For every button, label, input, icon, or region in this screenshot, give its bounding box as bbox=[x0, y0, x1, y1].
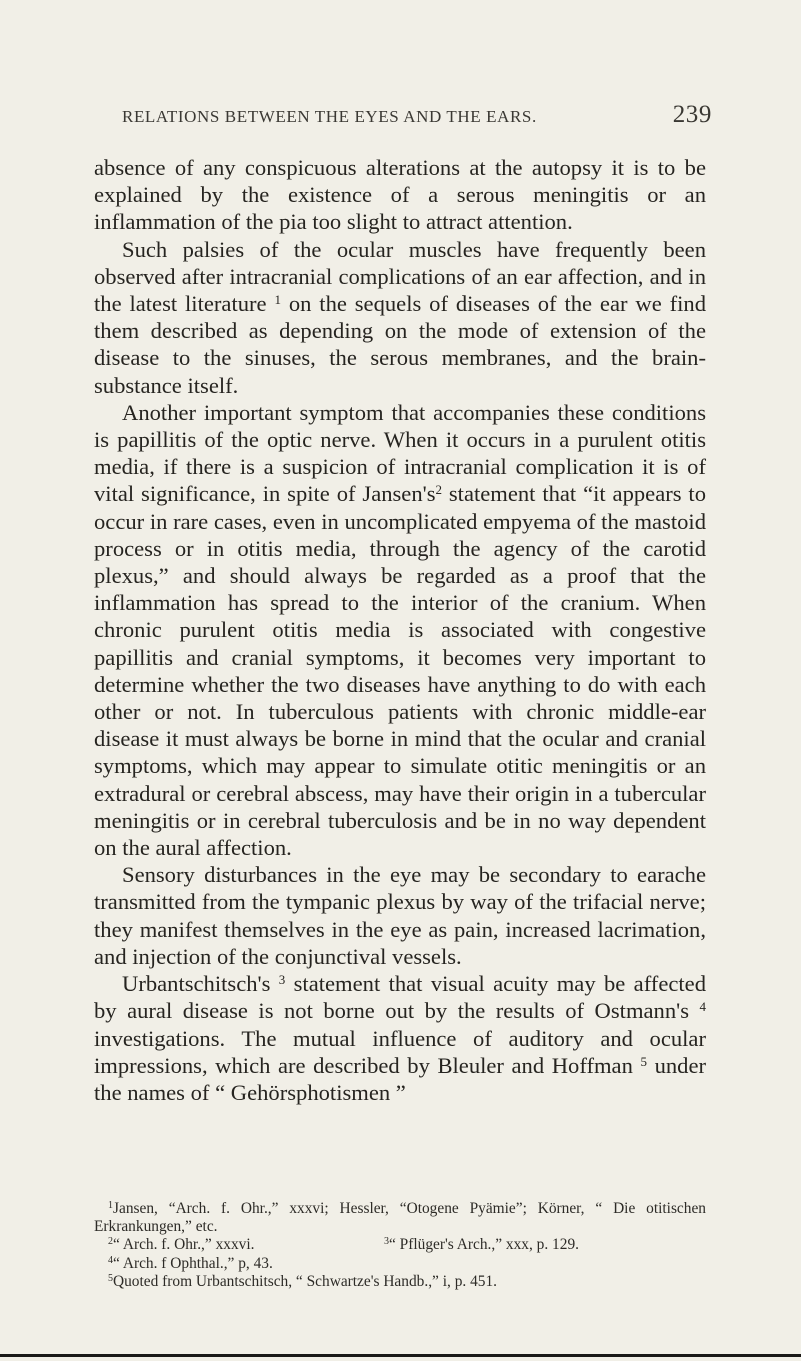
footnote-1-text: Jansen, “Arch. f. Ohr.,” xxxvi; Hessler, “Otogene Pyämie”; Körner, “ Die otitischen Erkrankungen,” etc. bbox=[94, 1200, 706, 1236]
page-bottom-edge bbox=[0, 1354, 801, 1357]
footnote-ref-4[interactable]: 4 bbox=[699, 999, 706, 1015]
footnote-3-mark: 3 bbox=[384, 1236, 389, 1248]
paragraph-1 bbox=[94, 154, 706, 236]
footnote-3 bbox=[384, 1236, 579, 1254]
paragraph-5-text-d: under the names of “ Gehörsphotismen ” bbox=[94, 1052, 707, 1105]
paragraph-1-text: absence of any conspicuous alterations at the autopsy it is to be explained by the existence of a serous meningitis or an inflammation of the pia too slight to attract attention. bbox=[94, 155, 706, 235]
paragraph-2-text-b: on the sequels of diseases of the ear we find them described as depending on the mode of extension of the disease to the sinuses, the serous membranes, and the brain-substance itself. bbox=[94, 291, 706, 398]
footnote-ref-2[interactable]: 2 bbox=[435, 482, 442, 498]
footnote-5-text: Quoted from Urbantschitsch, “ Schwartze's Handb.,” i, p. 451. bbox=[113, 1272, 498, 1290]
footnote-4-text: “ Arch. f Ophthal.,” p, 43. bbox=[113, 1254, 273, 1272]
footnote-row-2-3 bbox=[94, 1236, 706, 1254]
paragraph-2 bbox=[94, 236, 706, 399]
paragraph-2-text-a: Such palsies of the ocular muscles have frequently been observed after intracranial complications of an ear affection, and in the latest literature bbox=[94, 236, 706, 317]
paragraph-5-text-b: statement that visual acuity may be affected by aural disease is not borne out by the results of Ostmann's bbox=[94, 971, 706, 1024]
paragraph-4 bbox=[94, 861, 706, 970]
paragraph-3 bbox=[94, 399, 706, 861]
paragraph-5 bbox=[94, 970, 706, 1106]
footnote-4 bbox=[94, 1255, 706, 1273]
main-text bbox=[94, 154, 706, 1106]
paragraph-4-text: Sensory disturbances in the eye may be secondary to earache transmitted from the tympanic plexus by way of the trifacial nerve; they manifest themselves in the eye as pain, increased lacrimation, and injection of the conjunctival vessels. bbox=[94, 862, 706, 969]
footnote-ref-5[interactable]: 5 bbox=[640, 1053, 647, 1069]
footnote-1-mark: 1 bbox=[108, 1200, 113, 1211]
paragraph-5-text-a: Urbantschitsch's bbox=[122, 971, 271, 997]
footnote-2 bbox=[108, 1236, 384, 1254]
footnotes bbox=[94, 1200, 706, 1291]
footnote-1 bbox=[94, 1200, 706, 1236]
footnote-ref-1[interactable]: 1 bbox=[274, 292, 281, 308]
footnote-ref-3[interactable]: 3 bbox=[278, 972, 286, 988]
page-number: 239 bbox=[672, 101, 712, 128]
paragraph-3-text-a: Another important symptom that accompanies these conditions is papillitis of the optic nerve. When it occurs in a purulent otitis media, if there is a suspicion of intracranial complication it is of vital significance, in spite of Jansen's bbox=[94, 399, 706, 507]
footnote-2-mark: 2 bbox=[108, 1236, 113, 1248]
running-header bbox=[122, 101, 712, 128]
footnote-5 bbox=[94, 1273, 706, 1291]
running-title: RELATIONS BETWEEN THE EYES AND THE EARS. bbox=[122, 107, 537, 126]
footnote-2-text: “ Arch. f. Ohr.,” xxxvi. bbox=[113, 1236, 255, 1254]
paragraph-5-text-c: investigations. The mutual influence of auditory and ocular impressions, which are described by Bleuler and Hoffman bbox=[94, 1025, 706, 1078]
footnote-3-text: “ Pflüger's Arch.,” xxx, p. 129. bbox=[389, 1236, 579, 1254]
footnote-4-mark: 4 bbox=[108, 1254, 113, 1266]
footnote-5-mark: 5 bbox=[108, 1272, 113, 1284]
paragraph-3-text-b: statement that “it appears to occur in rare cases, even in uncomplicated empyema of the mastoid process or in otitis media, through the agency of the carotid plexus,” and should always be regarded as a proof that the inflammation has spread to the interior of the cranium. When chronic purulent otitis media is associated with congestive papillitis and cranial symptoms, it becomes very important to determine whether the two diseases have anything to do with each other or not. In tuberculous patients with chronic middle-ear disease it must always be borne in mind that the ocular and cranial symptoms, which may appear to simulate otitic meningitis or an extradural or cerebral abscess, may have their origin in a tubercular meningitis or in cerebral tuberculosis and be in no way dependent on the aural affection. bbox=[94, 481, 706, 861]
